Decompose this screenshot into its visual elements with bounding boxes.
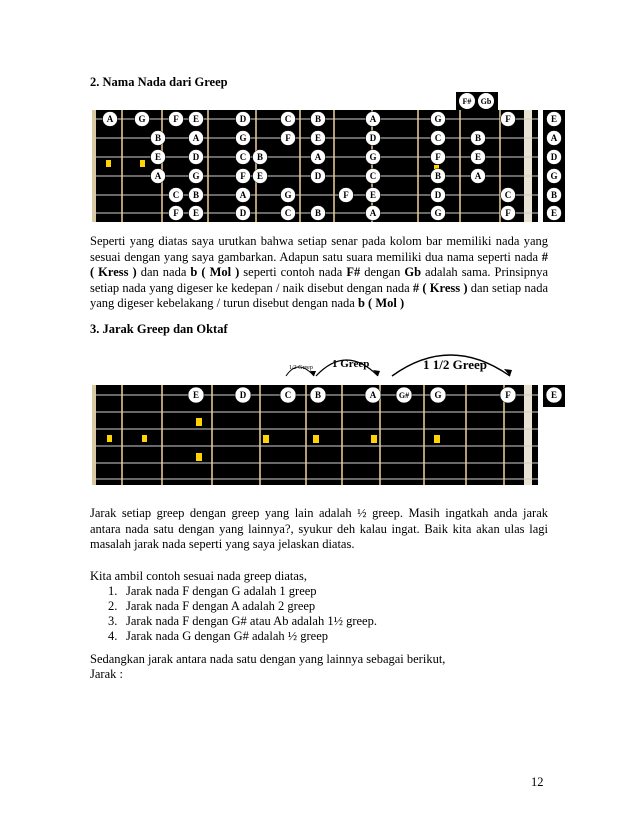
para-bold: F# xyxy=(346,265,361,279)
top-label-gb: Gb xyxy=(480,97,492,106)
note-label: B xyxy=(314,208,322,219)
section-2-heading: 2. Nama Nada dari Greep xyxy=(90,75,228,89)
note-label: D xyxy=(434,190,442,201)
note-label: C xyxy=(369,171,377,182)
note-label: G xyxy=(239,133,247,144)
note-label: D xyxy=(314,171,322,182)
note-label: C xyxy=(504,190,512,201)
interval-arcs xyxy=(280,336,520,384)
note-label: G xyxy=(434,208,442,219)
fret-marker xyxy=(313,435,319,443)
list-item: 1. Jarak nada F dengan G adalah 1 greep xyxy=(108,584,317,598)
note-label: G xyxy=(192,171,200,182)
note-label: C xyxy=(172,190,180,201)
para-bold: Gb xyxy=(404,265,422,279)
note-label: F xyxy=(505,390,511,401)
note-label: F xyxy=(435,152,441,163)
para-bold: # ( Kress ) xyxy=(90,249,548,279)
list-item: 4. Jarak nada G dengan G# adalah ½ greep xyxy=(108,629,328,643)
note-label: F xyxy=(173,208,179,219)
note-label: B xyxy=(314,114,322,125)
para-text: dengan xyxy=(360,265,405,279)
para-text: adalah sama. Prinsipnya setiap nada yang digeser ke kedepan / naik disebut dengan nada xyxy=(90,265,548,295)
note-label: E xyxy=(154,152,162,163)
fret-marker xyxy=(196,453,202,461)
note-label: E xyxy=(369,190,377,201)
note-label: A xyxy=(369,208,377,219)
note-label: A xyxy=(192,133,200,144)
para-text: dan setiap nada yang digeser kebelakang / turun disebut dengan nada xyxy=(90,280,548,310)
note-label: B xyxy=(192,190,200,201)
note-label: F xyxy=(173,114,179,125)
note-label: D xyxy=(192,152,200,163)
arc-label-one: 1 Greep xyxy=(332,358,370,370)
note-label: G# xyxy=(398,390,410,400)
note-label: E xyxy=(192,390,200,401)
fretboard-intervals xyxy=(88,381,568,487)
note-label: E xyxy=(192,114,200,125)
para-bold: # ( Kress ) xyxy=(412,280,468,295)
open-string-label: A xyxy=(550,133,558,144)
note-label: A xyxy=(474,171,482,182)
note-label: F xyxy=(240,171,246,182)
note-label: D xyxy=(369,133,377,144)
section-3-intro: Kita ambil contoh sesuai nada greep diatas, xyxy=(90,569,307,583)
open-string-label: G xyxy=(550,171,558,182)
fret-marker xyxy=(107,435,112,442)
fret-marker xyxy=(196,418,202,426)
note-label: C xyxy=(284,390,292,401)
para-text: Seperti yang diatas saya urutkan bahwa setiap senar pada kolom bar memiliki nada yang sesuai dengan yang saya gambarkan. Adapun satu suara memiliki dua nama seperti nada xyxy=(90,234,548,264)
fret-marker xyxy=(371,435,377,443)
note-label: G xyxy=(284,190,292,201)
note-label: E xyxy=(314,133,322,144)
note-label: D xyxy=(239,114,247,125)
open-string-label: E xyxy=(550,208,558,219)
fret-marker xyxy=(142,435,147,442)
note-label: A xyxy=(369,390,377,401)
note-label: B xyxy=(256,152,264,163)
para-text: seperti contoh nada xyxy=(239,265,347,279)
note-label: A xyxy=(239,190,247,201)
note-label: G xyxy=(434,390,442,401)
note-label: E xyxy=(474,152,482,163)
closing-line-2: Jarak : xyxy=(90,667,123,681)
note-label: A xyxy=(106,114,114,125)
open-string-label: D xyxy=(550,152,558,163)
closing-line-1: Sedangkan jarak antara nada satu dengan yang lainnya sebagai berikut, xyxy=(90,652,446,666)
page-number: 12 xyxy=(531,775,544,789)
para-bold: b ( Mol ) xyxy=(190,265,240,279)
note-label: B xyxy=(154,133,162,144)
note-label: C xyxy=(239,152,247,163)
note-label: D xyxy=(239,390,247,401)
note-label: C xyxy=(284,208,292,219)
list-item: 2. Jarak nada F dengan A adalah 2 greep xyxy=(108,599,316,613)
note-label: A xyxy=(314,152,322,163)
note-label: A xyxy=(369,114,377,125)
note-label: D xyxy=(239,208,247,219)
note-label: C xyxy=(284,114,292,125)
note-label: E xyxy=(192,208,200,219)
note-label: F xyxy=(285,133,291,144)
note-label: G xyxy=(369,152,377,163)
open-string-label: E xyxy=(550,390,558,401)
note-label: B xyxy=(434,171,442,182)
fret-marker xyxy=(263,435,269,443)
note-label: B xyxy=(314,390,322,401)
fretboard-note-names xyxy=(88,92,568,224)
para-text: dan nada xyxy=(136,265,191,279)
section-3-paragraph: Jarak setiap greep dengan greep yang lain adalah ½ greep. Masih ingatkah anda jarak antara nada satu dengan yang lainnya?, syukur deh kalau ingat. Baik kita akan ulas lagi masalah jarak nada seperti yang saya jelaskan diatas. xyxy=(90,506,548,551)
note-label: A xyxy=(154,171,162,182)
section-3-heading: 3. Jarak Greep dan Oktaf xyxy=(90,322,228,336)
arc-label-half: 1/2 Greep xyxy=(289,365,313,371)
list-item: 3. Jarak nada F dengan G# atau Ab adalah 1½ greep. xyxy=(108,614,377,628)
arc-label-one-half: 1 1/2 Greep xyxy=(423,357,488,372)
fret-marker xyxy=(434,435,440,443)
note-label: F xyxy=(505,208,511,219)
note-label: F xyxy=(505,114,511,125)
interval-list xyxy=(90,584,530,644)
note-label: G xyxy=(434,114,442,125)
note-label: E xyxy=(256,171,264,182)
note-label: C xyxy=(434,133,442,144)
open-string-label: B xyxy=(550,190,558,201)
top-label-fsharp: F# xyxy=(462,97,472,106)
section-2-paragraph xyxy=(90,234,548,312)
note-label: G xyxy=(138,114,146,125)
open-string-label: E xyxy=(550,114,558,125)
note-label: B xyxy=(474,133,482,144)
para-bold: b ( Mol ) xyxy=(357,296,405,310)
note-label: F xyxy=(343,190,349,201)
